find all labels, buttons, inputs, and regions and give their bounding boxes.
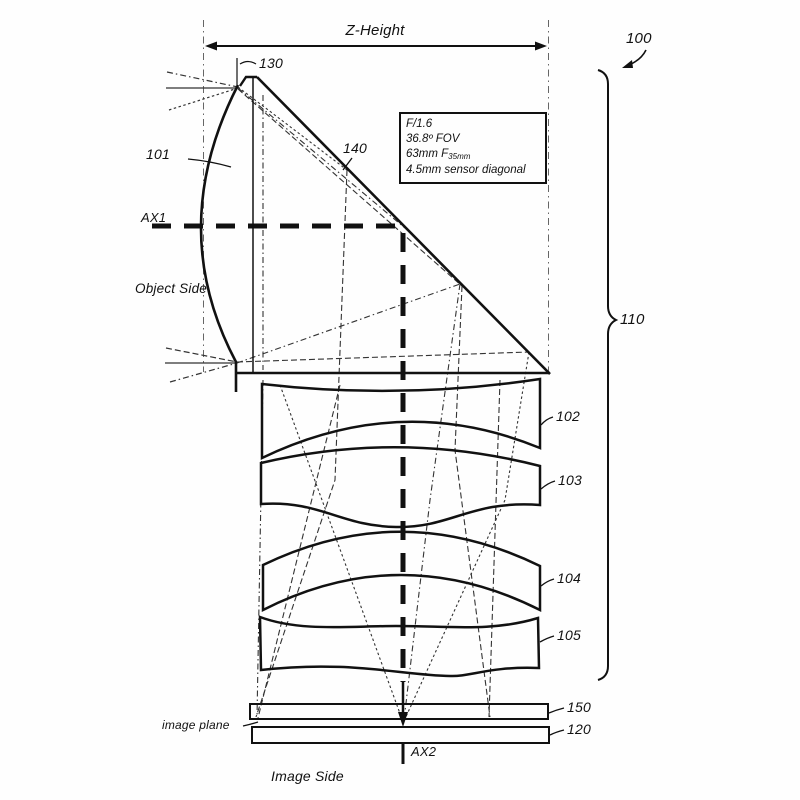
leader-130 xyxy=(240,62,256,65)
spec-sensor-diagonal: 4.5mm sensor diagonal xyxy=(406,163,526,176)
lens-stack xyxy=(260,379,540,676)
z-height-arrow xyxy=(205,42,547,51)
spec-f-number: F/1.6 xyxy=(406,118,433,130)
lens-105-outline xyxy=(260,617,539,676)
leader-120 xyxy=(550,730,564,735)
prism-top-face xyxy=(240,77,257,86)
axis-ax2-line xyxy=(398,233,408,764)
front-lens-and-prism xyxy=(201,58,550,392)
axis-ax2-label: AX2 xyxy=(411,744,437,759)
ref-101-label: 101 xyxy=(146,146,170,162)
leader-150 xyxy=(549,708,564,713)
axis-ax1-label: AX1 xyxy=(141,210,167,225)
ref-130-label: 130 xyxy=(259,55,283,71)
ref-105-label: 105 xyxy=(557,627,581,643)
lens-group-brace xyxy=(598,70,616,680)
leader-image-plane xyxy=(243,722,258,726)
z-height-label: Z-Height xyxy=(345,22,405,39)
lens-spec-box xyxy=(399,112,547,184)
assembly-100-arrow xyxy=(622,50,646,68)
leader-105 xyxy=(540,636,554,642)
spec-fov: 36.8º FOV xyxy=(406,133,460,146)
leader-103 xyxy=(541,481,555,489)
object-rays-bottom xyxy=(165,348,237,382)
object-side-label: Object Side xyxy=(135,281,207,296)
ref-110-label: 110 xyxy=(620,311,645,328)
sensor-120-rect xyxy=(252,727,549,743)
spec-focal-length: 63mm $F_{35mm}$ xyxy=(406,148,471,162)
leader-104 xyxy=(541,579,554,586)
image-plane-label: image plane xyxy=(162,718,230,732)
ref-140-label: 140 xyxy=(343,140,367,156)
ref-100-label: 100 xyxy=(626,30,652,47)
ref-102-label: 102 xyxy=(556,408,580,424)
front-lens-surface xyxy=(201,85,238,392)
ref-120-label: 120 xyxy=(567,721,591,737)
ir-filter-150-rect xyxy=(250,704,548,719)
ref-103-label: 103 xyxy=(558,472,582,488)
image-side-label: Image Side xyxy=(271,768,344,784)
leader-102 xyxy=(541,417,553,425)
ref-150-label: 150 xyxy=(567,699,591,715)
ref-104-label: 104 xyxy=(557,570,581,586)
object-rays-top xyxy=(166,72,238,110)
descending-rays xyxy=(256,170,529,721)
sensor-assembly xyxy=(250,704,549,743)
